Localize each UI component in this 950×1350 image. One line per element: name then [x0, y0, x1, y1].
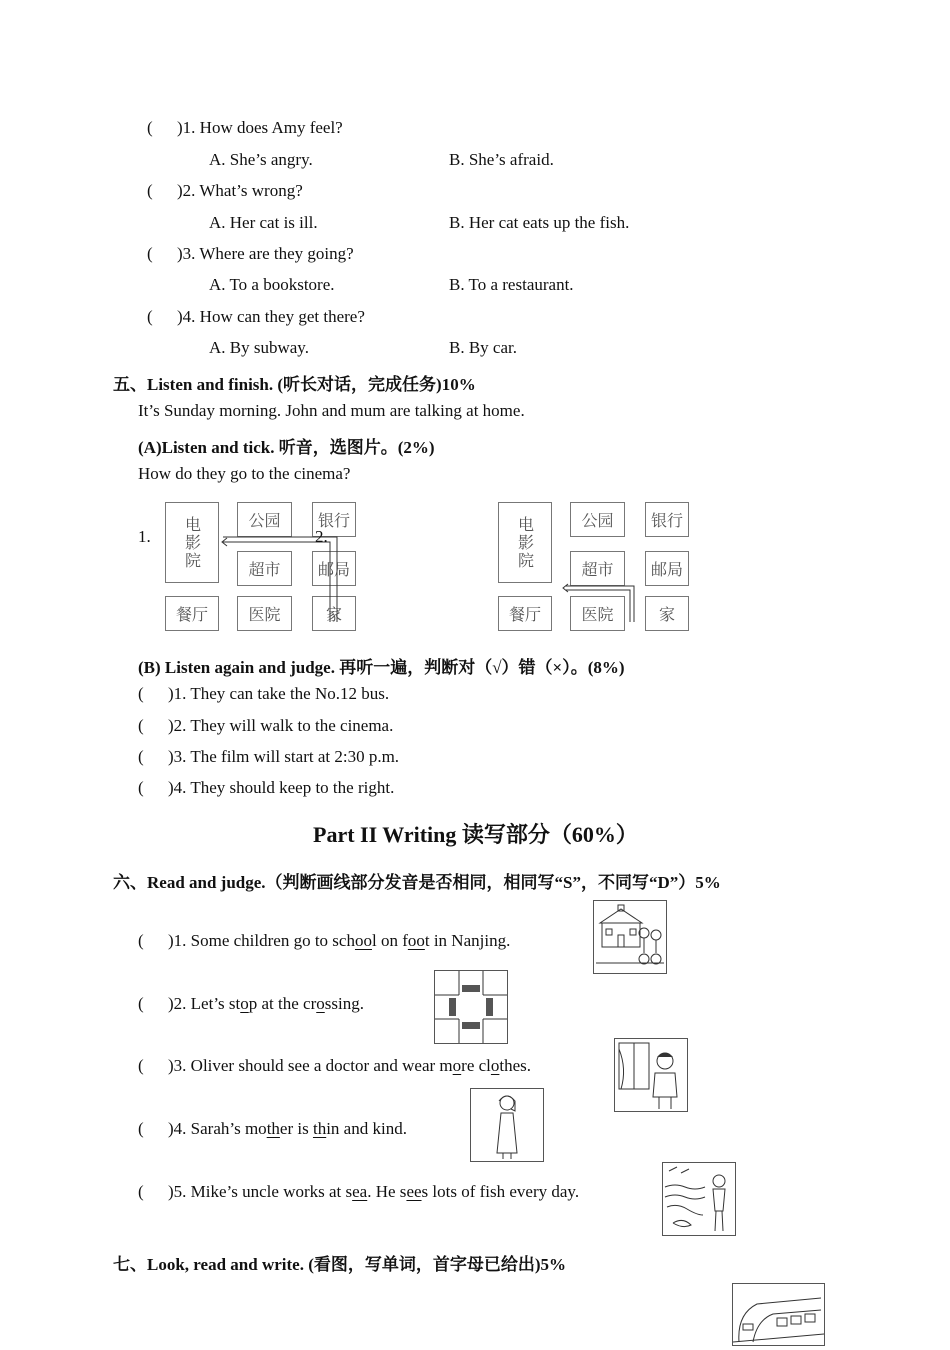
read-judge-item: )4. Sarah’s mother is thin and kind. — [168, 1119, 407, 1138]
paren: ( — [138, 1182, 144, 1201]
map-home: 家 — [312, 596, 356, 631]
woman-picture — [470, 1088, 544, 1162]
sea-fisherman-picture — [662, 1162, 736, 1236]
map-post-office: 邮局 — [312, 551, 356, 586]
option-b: B. Her cat eats up the fish. — [449, 213, 630, 232]
part2-title: Part II Writing 读写部分（60%） — [313, 822, 638, 847]
read-judge-item: )3. Oliver should see a doctor and wear more clothes. — [168, 1056, 532, 1075]
paren: ( — [138, 716, 144, 735]
map-post-office: 邮局 — [645, 551, 689, 586]
map-cinema: 电影院 — [498, 502, 552, 583]
map-park: 公园 — [237, 502, 292, 537]
option-a: A. She’s angry. — [209, 150, 313, 169]
judge-item: )2. They will walk to the cinema. — [168, 716, 394, 735]
subway-train-picture — [732, 1283, 825, 1346]
paren: ( — [147, 244, 153, 263]
map-option-2 — [498, 502, 690, 631]
option-a: A. Her cat is ill. — [209, 213, 318, 232]
question-text: )4. How can they get there? — [177, 307, 365, 326]
option-b: B. By car. — [449, 338, 517, 357]
map-home: 家 — [645, 596, 689, 631]
section5-title: 五、Listen and finish. (听长对话，完成任务)10% — [113, 375, 476, 394]
route-arrow — [498, 502, 690, 631]
option-a: A. By subway. — [209, 338, 309, 357]
question-text: )2. What’s wrong? — [177, 181, 303, 200]
paren: ( — [138, 747, 144, 766]
question-text: )3. Where are they going? — [177, 244, 354, 263]
paren: ( — [147, 181, 153, 200]
map-park: 公园 — [570, 502, 625, 537]
read-judge-item: )5. Mike’s uncle works at sea. He sees lots of fish every day. — [168, 1182, 580, 1201]
map-cinema: 电影院 — [165, 502, 219, 583]
paren: ( — [138, 1119, 144, 1138]
sick-boy-picture — [614, 1038, 688, 1112]
paren: ( — [138, 994, 144, 1013]
map-bank: 银行 — [312, 502, 356, 537]
section5-part-a: (A)Listen and tick. 听音，选图片。(2%) — [138, 438, 435, 457]
map-restaurant: 餐厅 — [165, 596, 219, 631]
map-hospital: 医院 — [570, 596, 625, 631]
paren: ( — [138, 778, 144, 797]
school-children-picture — [593, 900, 667, 974]
read-judge-item: )2. Let’s stop at the crossing. — [168, 994, 364, 1013]
section7-title: 七、Look, read and write. (看图，写单词，首字母已给出)5% — [113, 1255, 567, 1274]
map-hospital: 医院 — [237, 596, 292, 631]
map-restaurant: 餐厅 — [498, 596, 552, 631]
option-b: B. She’s afraid. — [449, 150, 554, 169]
judge-item: )1. They can take the No.12 bus. — [168, 684, 390, 703]
section6-title: 六、Read and judge.（判断画线部分发音是否相同，相同写“S”，不同写“D”）5% — [113, 873, 721, 892]
option-b: B. To a restaurant. — [449, 275, 574, 294]
paren: ( — [147, 307, 153, 326]
map-supermarket: 超市 — [570, 551, 625, 586]
section5-part-b: (B) Listen again and judge. 再听一遍，判断对（√）错（×）。(8%) — [138, 658, 625, 677]
paren: ( — [138, 931, 144, 950]
map-label-1: 1. — [138, 527, 151, 546]
question-text: )1. How does Amy feel? — [177, 118, 343, 137]
option-a: A. To a bookstore. — [209, 275, 335, 294]
read-judge-item: )1. Some children go to school on foot in Nanjing. — [168, 931, 511, 950]
map-supermarket: 超市 — [237, 551, 292, 586]
route-arrow — [165, 502, 356, 631]
paren: ( — [138, 684, 144, 703]
map-option-1 — [165, 502, 356, 631]
crossing-picture — [434, 970, 508, 1044]
paren: ( — [147, 118, 153, 137]
map-label-2: 2. — [315, 527, 328, 546]
section5-intro: It’s Sunday morning. John and mum are talking at home. — [138, 401, 525, 420]
map-bank: 银行 — [645, 502, 689, 537]
paren: ( — [138, 1056, 144, 1075]
judge-item: )3. The film will start at 2:30 p.m. — [168, 747, 400, 766]
judge-item: )4. They should keep to the right. — [168, 778, 395, 797]
section5-question: How do they go to the cinema? — [138, 464, 351, 483]
